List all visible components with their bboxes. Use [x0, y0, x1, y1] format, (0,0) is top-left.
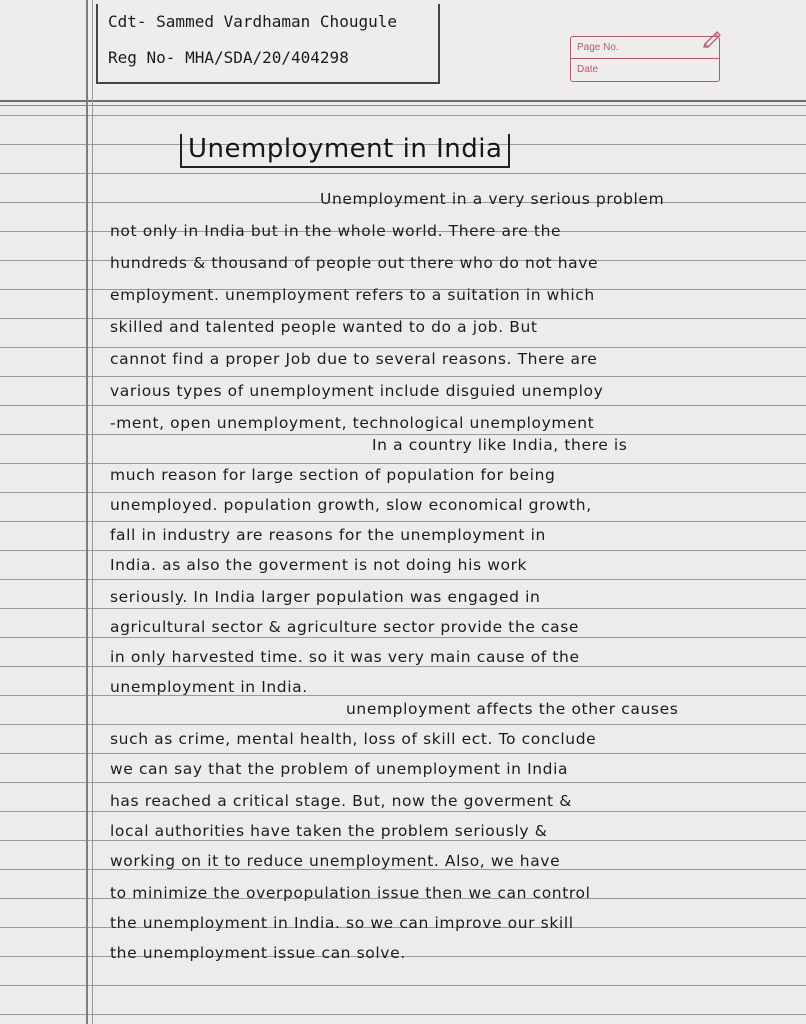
essay-line: much reason for large section of population for being [110, 466, 556, 484]
page-date-divider [571, 58, 719, 59]
essay-line: seriously. In India larger population was engaged in [110, 588, 541, 606]
essay-line: agricultural sector & agriculture sector provide the case [110, 618, 580, 636]
essay-line: working on it to reduce unemployment. Also, we have [110, 852, 561, 870]
essay-line: unemployment affects the other causes [346, 700, 679, 718]
essay-line: India. as also the goverment is not doing his work [110, 556, 528, 574]
essay-line: the unemployment issue can solve. [110, 944, 406, 962]
page-no-label: Page No. [577, 42, 619, 53]
header-rule [0, 100, 806, 102]
essay-line: hundreds & thousand of people out there who do not have [110, 254, 599, 272]
candidate-name: Cdt- Sammed Vardhaman Chougule [108, 12, 397, 31]
essay-line: such as crime, mental health, loss of skill ect. To conclude [110, 730, 597, 748]
essay-line: cannot find a proper Job due to several reasons. There are [110, 350, 598, 368]
registration-number: Reg No- MHA/SDA/20/404298 [108, 48, 349, 67]
page-date-box [570, 36, 720, 82]
margin-line-secondary [92, 0, 93, 1024]
essay-title: Unemployment in India [180, 134, 510, 168]
essay-line: In a country like India, there is [372, 436, 628, 454]
date-label: Date [577, 64, 599, 75]
essay-line: to minimize the overpopulation issue then we can control [110, 884, 591, 902]
essay-line: we can say that the problem of unemployment in India [110, 760, 569, 778]
essay-line: fall in industry are reasons for the unemployment in [110, 526, 546, 544]
essay-line: employment. unemployment refers to a suitation in which [110, 286, 595, 304]
pencil-icon [702, 28, 724, 48]
essay-line: -ment, open unemployment, technological unemployment [110, 414, 595, 432]
essay-line: in only harvested time. so it was very main cause of the [110, 648, 580, 666]
margin-line [86, 0, 88, 1024]
essay-line: has reached a critical stage. But, now the goverment & [110, 792, 572, 810]
essay-line: skilled and talented people wanted to do a job. But [110, 318, 538, 336]
essay-line: unemployed. population growth, slow economical growth, [110, 496, 592, 514]
essay-line: various types of unemployment include disguied unemploy [110, 382, 604, 400]
essay-line: local authorities have taken the problem seriously & [110, 822, 548, 840]
essay-line: not only in India but in the whole world. There are the [110, 222, 562, 240]
essay-line: Unemployment in a very serious problem [320, 190, 665, 208]
essay-line: unemployment in India. [110, 678, 308, 696]
header-rule-secondary [0, 105, 806, 106]
essay-line: the unemployment in India. so we can improve our skill [110, 914, 574, 932]
